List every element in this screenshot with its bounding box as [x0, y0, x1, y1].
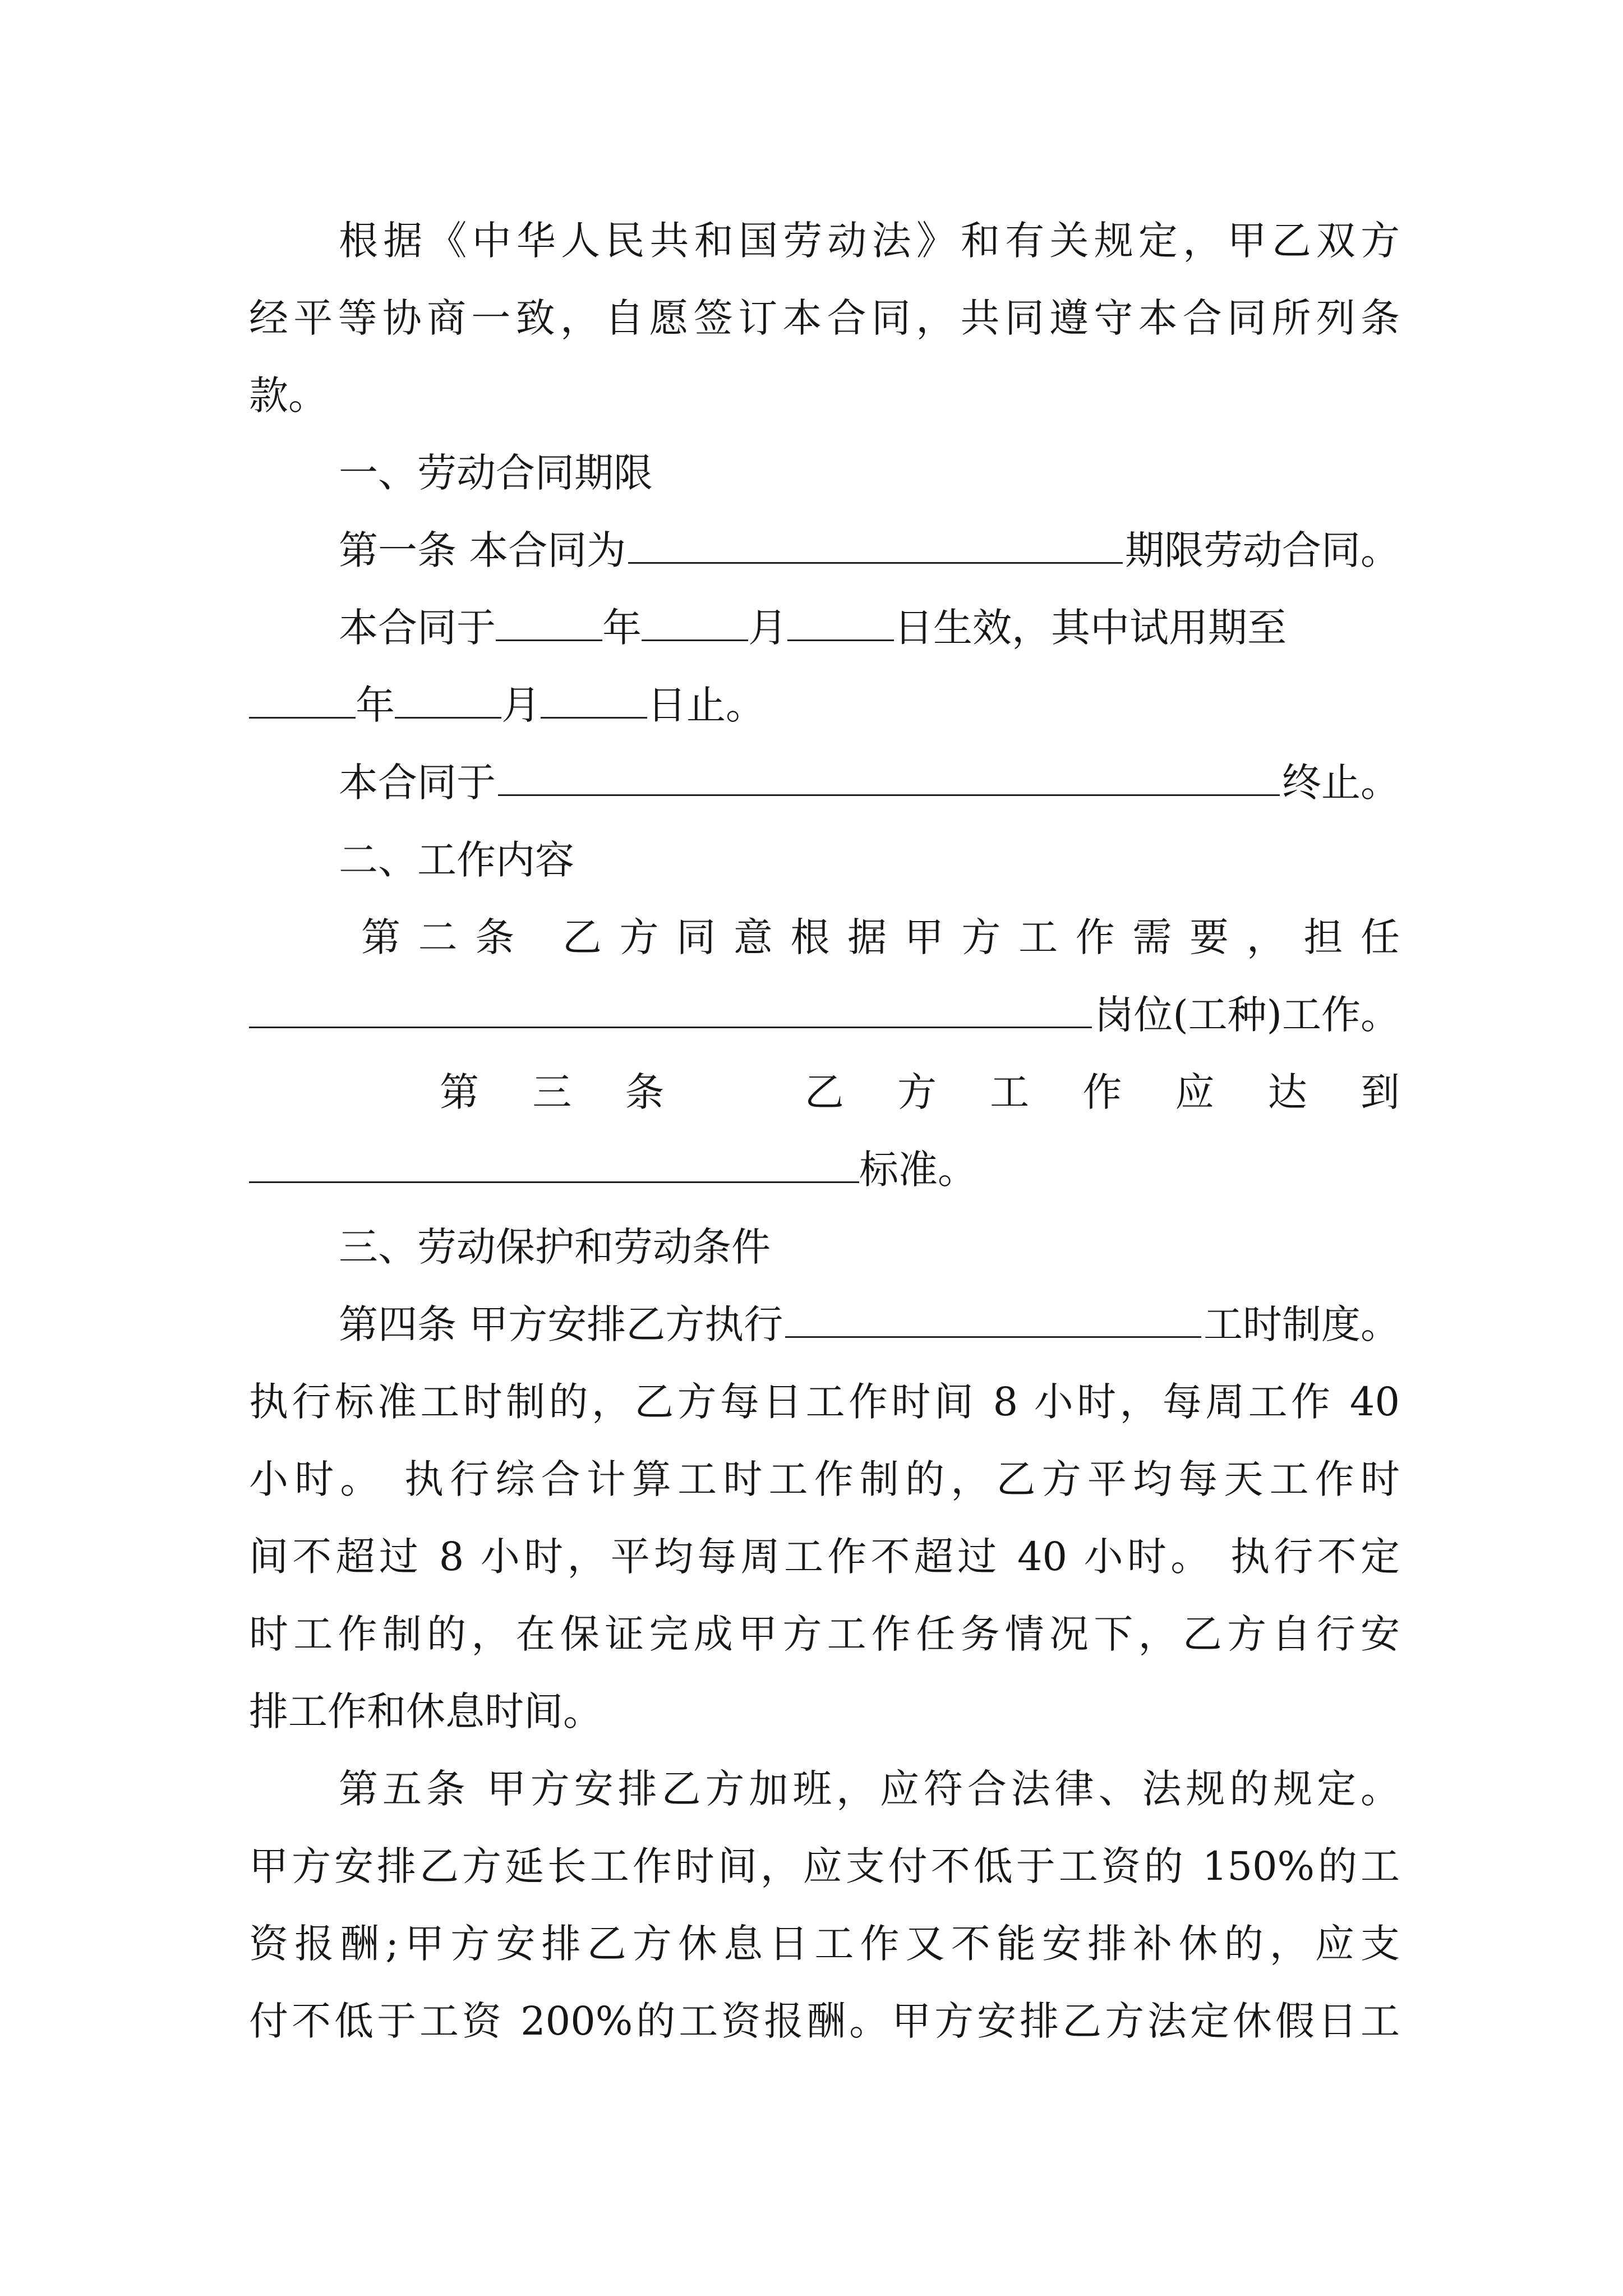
effective-month-blank[interactable] — [642, 604, 748, 641]
article-5-text-line: 甲方安排乙方延长工作时间，应支付不低于工资的 150%的工 — [249, 1843, 1400, 1889]
article-4-prefix: 第四条 甲方安排乙方执行 — [339, 1301, 783, 1347]
section-heading-work: 二、工作内容 — [339, 837, 574, 883]
effective-day-label: 日生效，其中试用期至 — [894, 605, 1287, 651]
trial-day-blank[interactable] — [541, 681, 647, 719]
trial-month-label: 月 — [501, 682, 541, 728]
section-heading-term: 一、劳动合同期限 — [339, 450, 653, 496]
article-3-char: 三 — [532, 1069, 572, 1115]
termination-suffix: 终止。 — [1282, 760, 1400, 806]
effective-date-prefix: 本合同于 — [339, 605, 496, 651]
termination-blank[interactable] — [498, 761, 1280, 796]
article-5-line-1: 第五条 甲方安排乙方加班，应符合法律、法规的规定。 — [339, 1766, 1400, 1812]
article-1-prefix: 第一条 本合同为 — [339, 527, 626, 573]
position-blank[interactable] — [249, 993, 1092, 1028]
article-3-char: 第 — [440, 1069, 479, 1115]
article-3-suffix: 标准。 — [859, 1147, 977, 1193]
article-3-char: 乙 — [804, 1069, 844, 1115]
trial-month-blank[interactable] — [395, 681, 501, 719]
article-4-suffix: 工时制度。 — [1204, 1301, 1400, 1347]
effective-year-blank[interactable] — [496, 604, 602, 641]
article-4-text-line: 执行标准工时制的，乙方每日工作时间 8 小时，每周工作 40 — [249, 1379, 1400, 1425]
working-hours-blank[interactable] — [785, 1303, 1201, 1338]
contract-type-blank[interactable] — [628, 528, 1123, 564]
article-5-text-line: 付不低于工资 200%的工资报酬。甲方安排乙方法定休假日工 — [249, 1998, 1400, 2044]
article-3-char: 条 — [625, 1069, 665, 1115]
article-4-text-line: 时工作制的，在保证完成甲方工作任务情况下，乙方自行安 — [249, 1611, 1400, 1657]
article-3-char: 到 — [1360, 1069, 1400, 1115]
trial-end-line — [249, 666, 1400, 744]
trial-year-label: 年 — [356, 682, 395, 728]
effective-date-line — [249, 589, 1400, 666]
trial-year-blank[interactable] — [249, 681, 356, 719]
article-3-line-2 — [249, 1131, 1400, 1208]
termination-line — [249, 744, 1400, 821]
article-3-char: 工 — [990, 1069, 1030, 1115]
article-5-text-line: 资报酬;甲方安排乙方休息日工作又不能安排补休的，应支 — [249, 1921, 1400, 1967]
article-4-text-line: 小时。 执行综合计算工时工作制的，乙方平均每天工作时 — [249, 1456, 1400, 1502]
section-heading-protection: 三、劳动保护和劳动条件 — [339, 1224, 771, 1270]
article-3-spacer — [718, 1053, 751, 1131]
effective-day-blank[interactable] — [787, 604, 894, 641]
intro-line-3: 款。 — [249, 372, 328, 418]
article-1 — [249, 512, 1400, 589]
article-3-line-1 — [249, 1053, 1400, 1131]
article-3-char: 方 — [897, 1069, 937, 1115]
intro-line-1: 根据《中华人民共和国劳动法》和有关规定，甲乙双方 — [339, 218, 1400, 264]
article-3-char: 应 — [1175, 1069, 1215, 1115]
article-3-char: 达 — [1267, 1069, 1307, 1115]
document-page — [249, 202, 1400, 2060]
article-2-line-2 — [249, 976, 1400, 1053]
article-1-suffix: 期限劳动合同。 — [1125, 527, 1400, 573]
effective-month-label: 月 — [748, 605, 787, 651]
intro-line-2: 经平等协商一致，自愿签订本合同，共同遵守本合同所列条 — [249, 295, 1400, 341]
article-4-text-line: 间不超过 8 小时，平均每周工作不超过 40 小时。 执行不定 — [249, 1534, 1400, 1580]
standard-blank[interactable] — [249, 1145, 859, 1183]
article-3-char: 作 — [1082, 1069, 1122, 1115]
article-4-text-line: 排工作和休息时间。 — [249, 1688, 602, 1734]
article-2-line-1: 第二条 乙方同意根据甲方工作需要，担任 — [361, 914, 1400, 960]
termination-prefix: 本合同于 — [339, 760, 496, 806]
article-4-line-1 — [249, 1286, 1400, 1363]
trial-end-label: 日止。 — [647, 682, 765, 728]
article-2-suffix: 岗位(工种)工作。 — [1094, 992, 1400, 1038]
effective-year-label: 年 — [602, 605, 642, 651]
